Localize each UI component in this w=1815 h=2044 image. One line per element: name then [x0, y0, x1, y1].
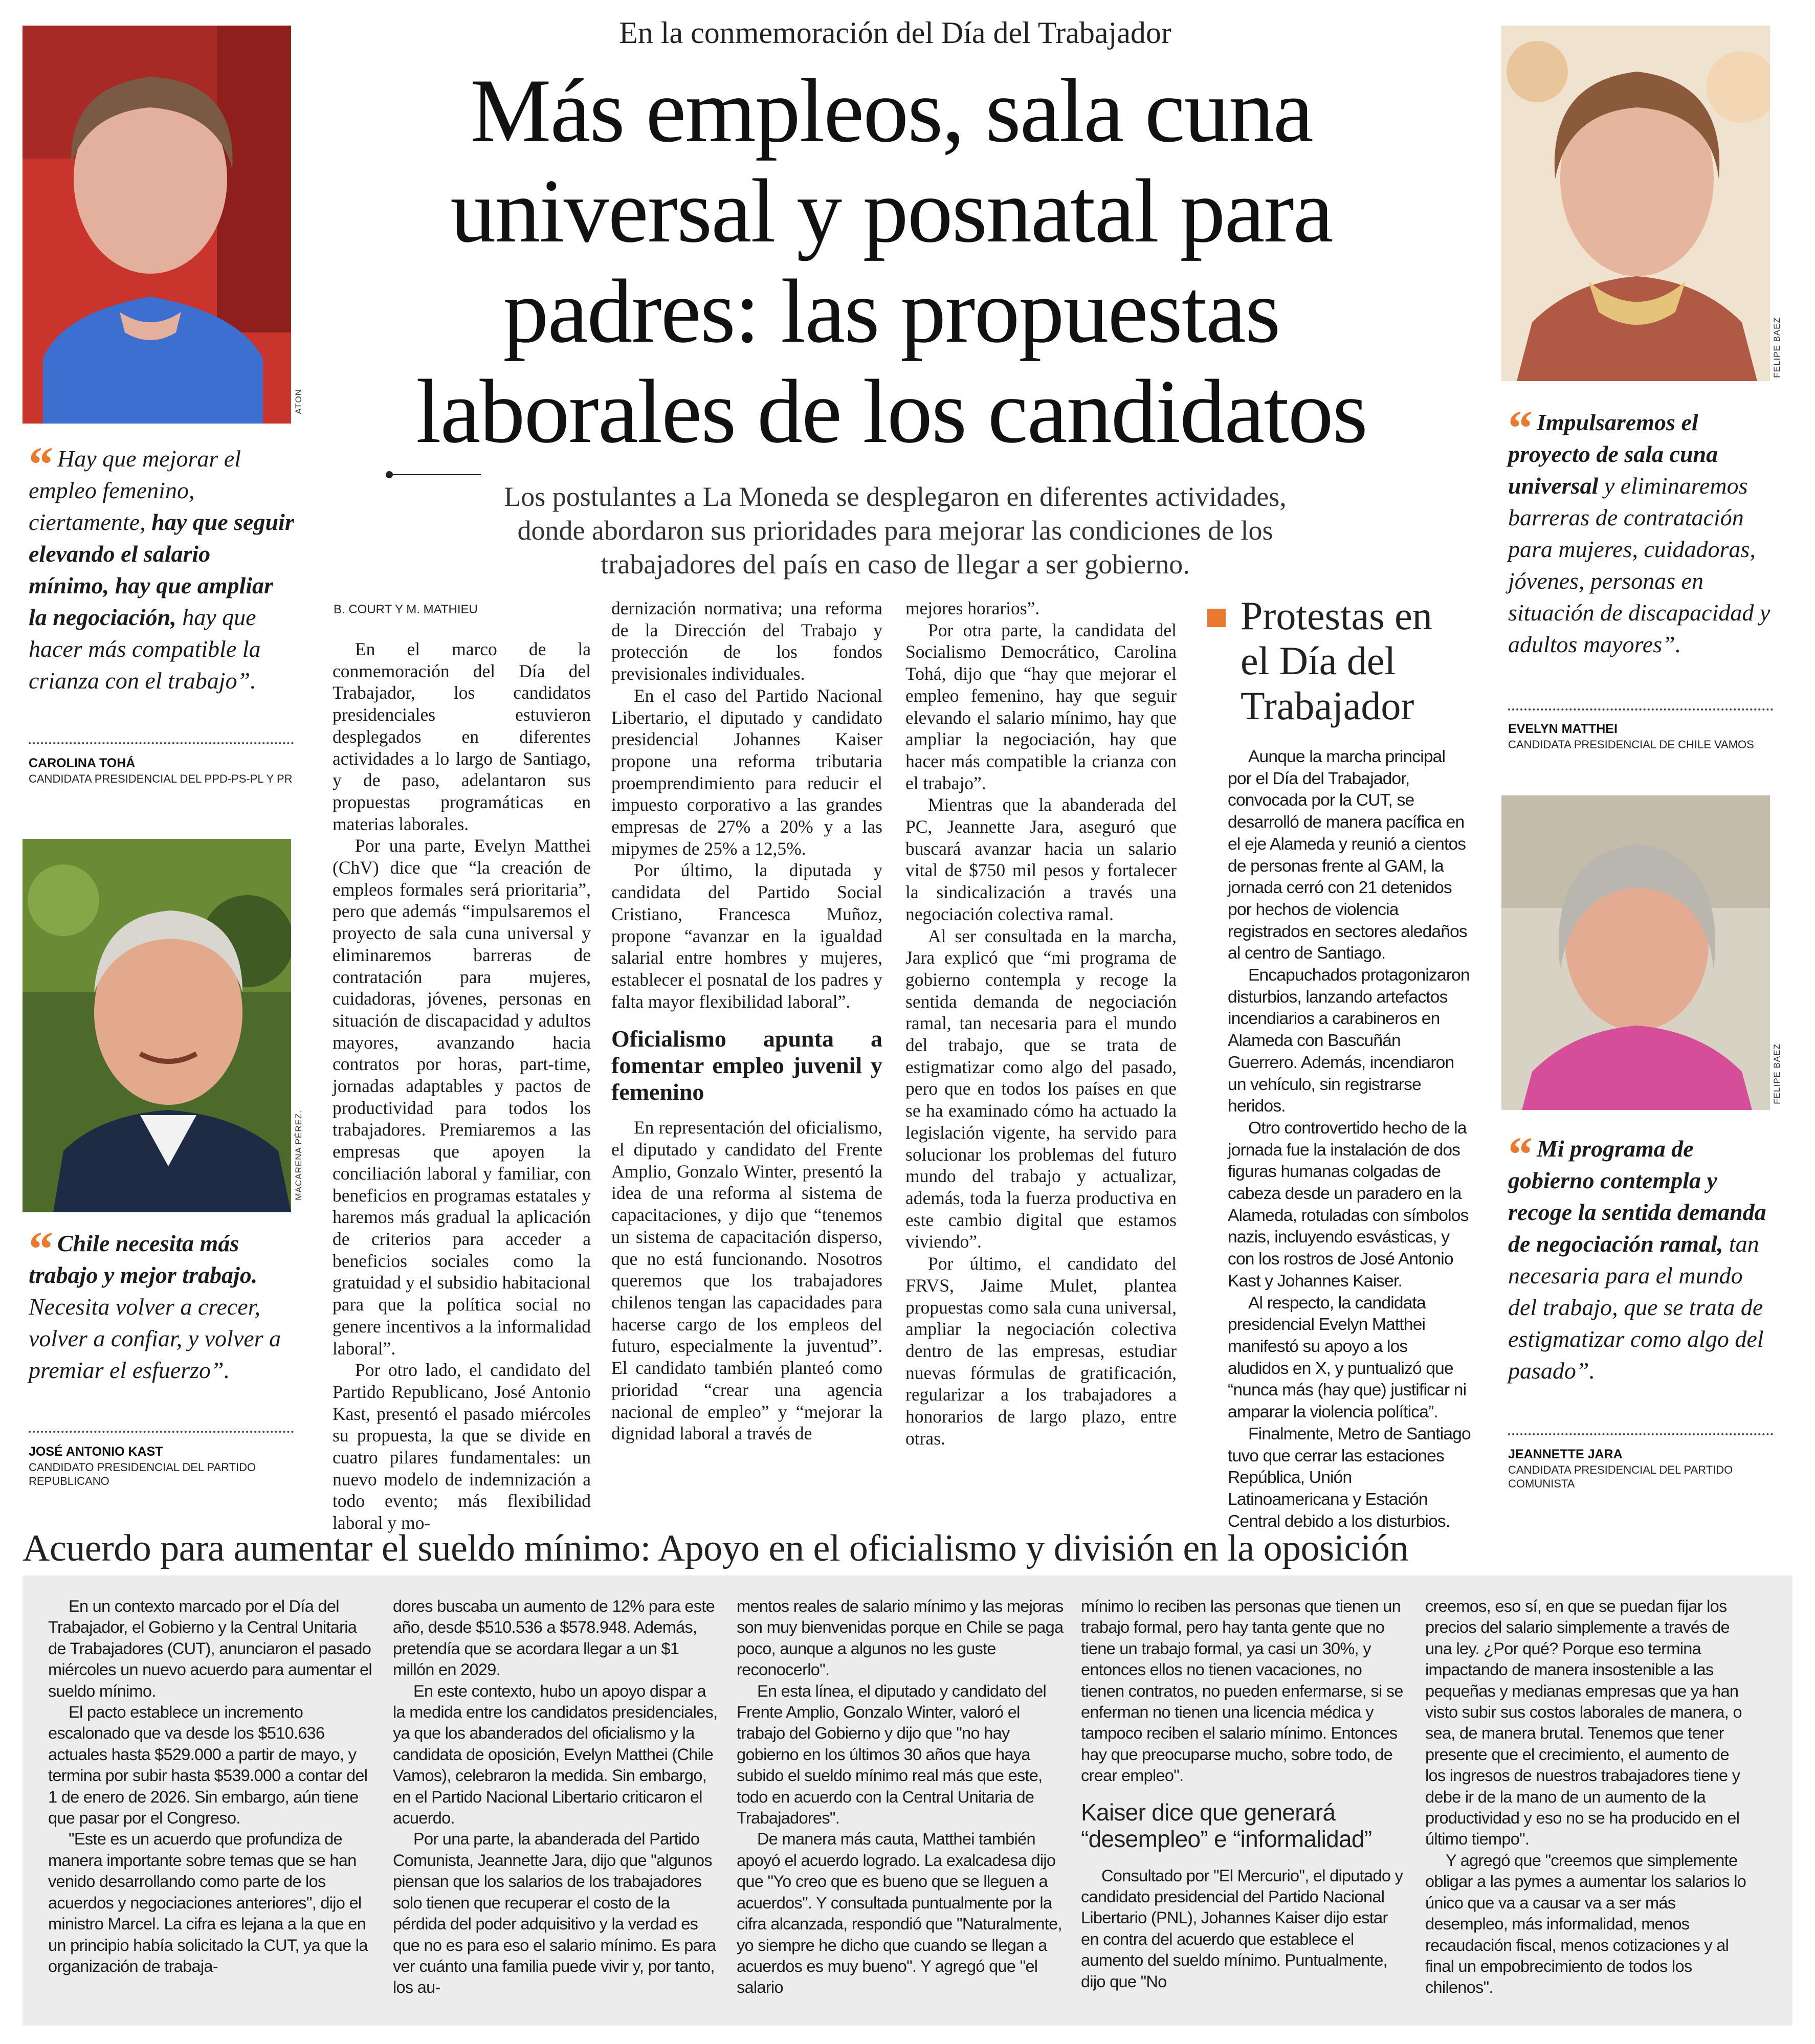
quote-author-name: EVELYN MATTHEI [1508, 722, 1618, 736]
bottom-headline: Acuerdo para aumentar el sueldo mínimo: Apoyo en el oficialismo y división en la oposición [23, 1527, 1408, 1569]
portrait-jara [1501, 795, 1770, 1110]
photo-evelyn-matthei [1501, 26, 1770, 381]
bottom-subhead: Kaiser dice que generará “desempleo” e “informalidad” [1081, 1798, 1372, 1852]
quote-toha: “ Hay que mejorar el empleo femenino, ciertamente, hay que seguir elevando el salario mínimo, hay que ampliar la negociación, hay que hacer más compatible la crianza con el trabajo”. [29, 437, 294, 694]
quote-mark-icon: “ [29, 437, 53, 492]
portrait-matthei [1501, 26, 1770, 381]
quote-author-role: CANDIDATO PRESIDENCIAL DEL PARTIDO REPUBLICANO [29, 1461, 256, 1487]
quote-author-role: CANDIDATA PRESIDENCIAL DEL PARTIDO COMUNISTA [1508, 1463, 1733, 1490]
dek [409, 480, 1381, 581]
dek-line: Los postulantes a La Moneda se desplegaron en diferentes actividades, [504, 481, 1287, 512]
kicker: En la conmemoración del Día del Trabajador [619, 16, 1171, 50]
headline-line: universal y posnatal para [450, 160, 1333, 261]
dek-bullet-dot [386, 471, 393, 478]
subhead: Oficialismo apunta a fomentar empleo juvenil y femenino [611, 1026, 882, 1105]
quote-author-role: CANDIDATA PRESIDENCIAL DEL PPD-PS-PL Y PR [29, 772, 293, 785]
byline: B. COURT Y M. MATHIEU [334, 603, 478, 616]
bottom-column-5: creemos, eso sí, en que se puedan fijar los precios del salario simplemente a través de una ley. ¿Por qué? Porque eso termina impactando de manera insostenible a las pequeñas y medianas empresas que ya han visto subir sus costos laborales de manera, o sea, de manera brutal. Tenemos que tener presente que el crecimiento, el aumento de los ingresos de nuestros trabajadores tiene y debe ir de la mano de un aumento de la productividad y eso no se ha producido en el último tiempo". Y agregó que "creemos que simplemente obligar a las pymes a aumentar los salarios lo único que va a causar va a ser más desempleo, más informalidad, menos recaudación fiscal, menos cotizaciones y al final un empobrecimiento de todos los chilenos". [1425, 1597, 1746, 1997]
quote-divider [29, 1431, 294, 1433]
quote-mark-icon: “ [29, 1221, 53, 1276]
headline-line: laborales de los candidatos [416, 361, 1367, 462]
headline [381, 60, 1402, 461]
photo-credit-toha: ATON [294, 389, 303, 414]
bottom-column-2: dores buscaba un aumento de 12% para este año, desde $510.536 a $578.948. Además, pretendía que se acordara llegar a un $1 millón en 2029. En este contexto, hubo un apoyo dispar a la medida entre los candidatos presidenciales, ya que los abanderados del oficialismo y la candidata de oposición, Evelyn Matthei (Chile Vamos), celebraron la medida. Sin embargo, en el Partido Nacional Libertario criticaron el acuerdo. Por una parte, la abanderada del Partido Comunista, Jeannette Jara, dijo que "algunos piensan que los salarios de los trabajadores solo tienen que recuperar el costo de la pérdida del poder adquisitivo y la verdad es que no es para eso el salario mínimo. Es para ver cuánto una familia puede vivir y, por tanto, los au- [393, 1597, 718, 1997]
quote-author-name: JOSÉ ANTONIO KAST [29, 1445, 163, 1459]
portrait-toha [23, 26, 291, 424]
bottom-column-1: En un contexto marcado por el Día del Trabajador, el Gobierno y la Central Unitaria de Trabajadores (CUT), anunciaron el pasado miércoles un nuevo acuerdo para aumentar el sueldo mínimo. El pacto establece un incremento escalonado que va desde los $510.636 actuales hasta $529.000 a partir de mayo, y termina por subir hasta $539.000 a contar del 1 de enero de 2026. Sin embargo, aún tiene que pasar por el Congreso. "Este es un acuerdo que profundiza de manera importante sobre temas que se han venido desarrollando como parte de los acuerdos y negociaciones anteriores", dijo el ministro Marcel. La cifra es lejana a la que en un principio había solicitado la CUT, ya que la organización de trabaja- [48, 1597, 372, 1975]
quote-author-name: JEANNETTE JARA [1508, 1447, 1623, 1461]
headline-line: Más empleos, sala cuna [470, 60, 1313, 161]
dek-line: trabajadores del país en caso de llegar a ser gobierno. [601, 549, 1190, 580]
quote-mark-icon: “ [1508, 401, 1533, 455]
portrait-kast [23, 839, 291, 1212]
body-column-1: En el marco de la conmemoración del Día del Trabajador, los candidatos presidenciales estuvieron desplegados en diferentes actividades a lo largo de Santiago, y de paso, adelantaron sus propuestas programáticas en materias laborales. Por una parte, Evelyn Matthei (ChV) dice que “la creación de empleos formales será prioritaria”, pero que además “impulsaremos el proyecto de sala cuna universal y eliminaremos barreras de contratación para mujeres, cuidadoras, jóvenes, personas en situación de discapacidad y adultos mayores, avanzando hacia contratos por horas, part-time, jornadas adaptables y pactos de productividad para todos los trabajadores. Premiaremos a las empresas que apoyen la conciliación laboral y familiar, con beneficios en programas estatales y haremos más gradual la aplicación de criterios para acceder a beneficios sociales como la gratuidad y el subsidio habitacional para que la política social no genere incentivos a la informalidad laboral”. Por otro lado, el candidato del Partido Republicano, José Antonio Kast, presentó el pasado miércoles su propuesta, la que se divide en cuatro pilares fundamentales: un nuevo modelo de indemnización a todo evento; más flexibilidad laboral y mo- [333, 639, 591, 1534]
dek-bullet-rule [389, 474, 481, 475]
quote-author-role: CANDIDATA PRESIDENCIAL DE CHILE VAMOS [1508, 738, 1754, 751]
bottom-column-3: mentos reales de salario mínimo y las mejoras son muy bienvenidas porque en Chile se paga poco, aunque a algunos no les guste reconocerlo". En esta línea, el diputado y candidato del Frente Amplio, Gonzalo Winter, valoró el trabajo del Gobierno y dijo que "no hay gobierno en los últimos 30 años que haya subido el sueldo mínimo real más que este, todo en acuerdo con la Central Unitaria de Trabajadores". De manera más cauta, Matthei también apoyó el acuerdo logrado. La exalcadesa dijo que "Yo creo que es bueno que se lleguen a acuerdos". Y consultada puntualmente por la cifra alcanzada, respondió que "Naturalmente, yo siempre he dicho que cuando se llegan a acuerdos es muy bueno". Y agregó que "el salario [737, 1597, 1064, 1997]
sidebar-title: Protestas en el Día del Trabajador [1241, 593, 1432, 728]
photo-credit-matthei: FELIPE BAEZ [1772, 317, 1782, 378]
quote-kast: “ Chile necesita más trabajo y mejor trabajo. Necesita volver a crecer, volver a confiar, y volver a premiar el esfuerzo”. [29, 1221, 281, 1383]
body-column-3: mejores horarios”. Por otra parte, la candidata del Socialismo Democrático, Carolina Tohá, dijo que “hay que mejorar el empleo femenino, hay que seguir elevando el salario mínimo, hay que ampliar la negociación, hay que hacer más compatible la crianza con el trabajo”. Mientras que la abanderada del PC, Jeannette Jara, aseguró que buscará avanzar hacia un salario vital de $750 mil pesos y fortalecer la sindicalización a través una negociación colectiva ramal. Al ser consultada en la marcha, Jara explicó que “mi programa de gobierno contempla y recoge la sentida demanda de negociación ramal, tan necesaria para el mundo del trabajo, que se trata de estigmatizar como algo del pasado, pero que en todos los países en que se ha examinado cómo ha actuado la legislación vigente, ha servido para solucionar los problemas del futuro mundo del trabajo y actualizar, además, toda la fuerza productiva en este cambio digital que estamos viviendo”. Por último, el candidato del FRVS, Jaime Mulet, plantea propuestas como sala cuna universal, ampliar la negociación colectiva dentro de las empresas, estudiar nuevas fórmulas de gratificación, regularizar a los trabajadores a honorarios de largo plazo, entre otras. [905, 598, 1177, 1449]
quote-jara: “ Mi programa de gobierno contempla y recoge la sentida demanda de negociación ramal, tan necesaria para el mundo del trabajo, que se trata de estigmatizar como algo del pasado”. [1508, 1127, 1766, 1384]
quote-author-name: CAROLINA TOHÁ [29, 756, 136, 770]
sidebar-marker-icon [1207, 609, 1226, 627]
headline-line: padres: las propuestas [503, 260, 1280, 362]
quote-divider [1508, 1433, 1773, 1435]
quote-mark-icon: “ [1508, 1127, 1533, 1182]
quote-matthei: “ Impulsaremos el proyecto de sala cuna universal y eliminaremos barreras de contratación para mujeres, cuidadoras, jóvenes, personas en situación de discapacidad y adultos mayores”. [1508, 401, 1770, 657]
photo-credit-kast: MACARENA PÉREZ. [294, 1110, 303, 1201]
photo-jose-antonio-kast [23, 839, 291, 1212]
quote-divider [1508, 708, 1773, 710]
dek-line: donde abordaron sus prioridades para mejorar las condiciones de los [517, 515, 1273, 546]
photo-credit-jara: FELIPE BAEZ [1772, 1043, 1782, 1104]
bottom-column-4: mínimo lo reciben las personas que tienen un trabajo formal, pero hay tanta gente que no tiene un trabajo formal, ya casi un 30%, y entonces ellos no tienen vacaciones, no tienen contratos, no pueden enfermarse, si se enferman no tienen una licencia médica y tampoco reciben el salario mínimo. Entonces hay que preocuparse mucho, sobre todo, de crear empleo". Kaiser dice que generará “desempleo” e “informalidad” Consultado por "El Mercurio", el diputado y candidato presidencial del Partido Nacional Libertario (PNL), Johannes Kaiser dijo estar en contra del acuerdo que establece el aumento del sueldo mínimo. Puntualmente, dijo que "No [1081, 1596, 1408, 1992]
quote-divider [29, 742, 294, 744]
photo-jeannette-jara [1501, 795, 1770, 1110]
sidebar-body: Aunque la marcha principal por el Día del Trabajador, convocada por la CUT, se desarrolló de manera pacífica en el eje Alameda y reunió a cientos de personas frente al GAM, la jornada cerró con 21 detenidos por hechos de violencia registrados en sectores aledaños al centro de Santiago. Encapuchados protagonizaron disturbios, lanzando artefactos incendiarios a carabineros en Alameda con Bascuñán Guerrero. Además, incendiaron un vehículo, sin registrarse heridos. Otro controvertido hecho de la jornada fue la instalación de dos figuras humanas colgadas de cabeza desde un paradero en la Alameda, rotuladas con símbolos nazis, incluyendo esvásticas, y con los rostros de José Antonio Kast y Johannes Kaiser. Al respecto, la candidata presidencial Evelyn Matthei manifestó su apoyo a los aludidos en X, y puntualizó que “nunca más (hay que) justificar ni amparar la violencia política”. Finalmente, Metro de Santiago tuvo que cerrar las estaciones República, Unión Latinoamericana y Estación Central debido a los disturbios. [1228, 747, 1471, 1531]
body-column-2: dernización normativa; una reforma de la Dirección del Trabajo y protección de los fondos previsionales individuales. En el caso del Partido Nacional Libertario, el diputado y candidato presidencial Johannes Kaiser propone una reforma tributaria proemprendimiento para reducir el impuesto corporativo a las grandes empresas de 27% a 20% y a las mipymes de 25% a 12,5%. Por último, la diputada y candidata del Partido Social Cristiano, Francesca Muñoz, propone “avanzar en la igualdad salarial entre hombres y mujeres, establecer el posnatal de los padres y falta mayor flexibilidad laboral”. Oficialismo apunta a fomentar empleo juvenil y femenino En representación del oficialismo, el diputado y candidato del Frente Amplio, Gonzalo Winter, presentó la idea de una reforma al sistema de capacitaciones, y dijo que “tenemos un sistema de capacitación disperso, que no está funcionando. Nosotros queremos que los trabajadores chilenos tengan las capacidades para hacerse cargo de los empleos del futuro, especialmente la juventud”. El candidato también planteó como prioridad “crear una agencia nacional de empleo” y “mejorar la dignidad laboral a través de [611, 598, 882, 1444]
photo-carolina-toha [23, 26, 291, 424]
